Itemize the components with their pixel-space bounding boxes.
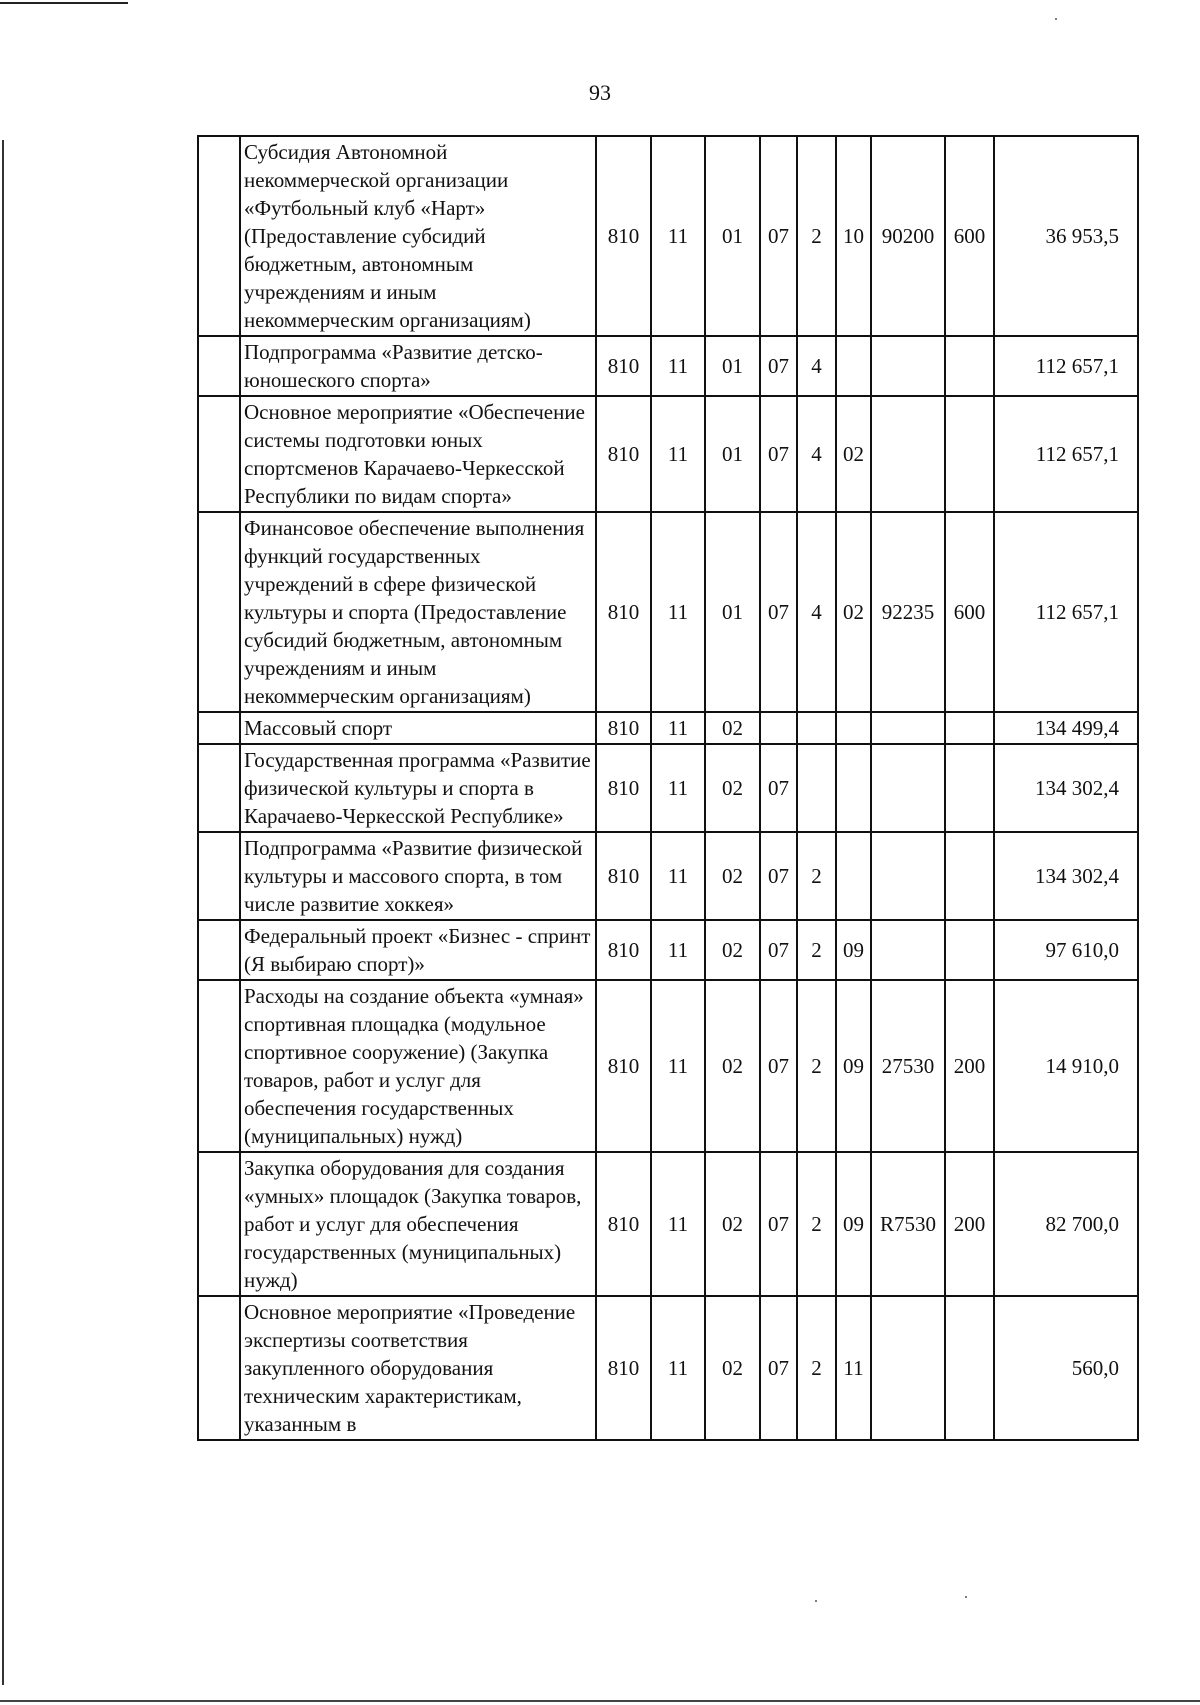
subsection-code: 01 (705, 396, 760, 512)
row-number-cell (198, 980, 240, 1152)
program-code: 07 (760, 1152, 797, 1296)
amount-value: 112 657,1 (994, 396, 1138, 512)
activity-code: 09 (836, 980, 871, 1152)
row-number-cell (198, 512, 240, 712)
expense-type-code (945, 1296, 994, 1440)
row-number-cell (198, 920, 240, 980)
direction-code: R7530 (871, 1152, 945, 1296)
row-number-cell (198, 336, 240, 396)
expense-type-code (945, 920, 994, 980)
section-code: 11 (651, 744, 705, 832)
subsection-code: 01 (705, 512, 760, 712)
row-description: Основное мероприятие «Обеспечение системы подготовки юных спортсменов Карачаево-Черкесской Республики по видам спорта» (240, 396, 596, 512)
subprogram-code: 2 (797, 980, 836, 1152)
subprogram-code: 2 (797, 832, 836, 920)
page-number: 93 (589, 80, 611, 105)
section-code: 11 (651, 920, 705, 980)
row-description: Финансовое обеспечение выполнения функций государственных учреждений в сфере физической культуры и спорта (Предоставление субсидий бюджетным, автономным учреждениям и иным некоммерческим организациям) (240, 512, 596, 712)
row-description: Государственная программа «Развитие физической культуры и спорта в Карачаево-Черкесской Республике» (240, 744, 596, 832)
row-description: Закупка оборудования для создания «умных» площадок (Закупка товаров, работ и услуг для обеспечения государственных (муниципальных) нужд) (240, 1152, 596, 1296)
subprogram-code: 2 (797, 920, 836, 980)
expense-type-code (945, 712, 994, 744)
table-row (198, 396, 1138, 512)
activity-code (836, 712, 871, 744)
expense-type-code: 600 (945, 136, 994, 336)
ministry-code: 810 (596, 1152, 651, 1296)
direction-code: 90200 (871, 136, 945, 336)
program-code: 07 (760, 920, 797, 980)
subsection-code: 02 (705, 920, 760, 980)
table-row (198, 136, 1138, 336)
amount-value: 36 953,5 (994, 136, 1138, 336)
ministry-code: 810 (596, 744, 651, 832)
section-code: 11 (651, 512, 705, 712)
direction-code: 92235 (871, 512, 945, 712)
amount-value: 112 657,1 (994, 512, 1138, 712)
subprogram-code: 2 (797, 136, 836, 336)
row-number-cell (198, 1296, 240, 1440)
direction-code (871, 336, 945, 396)
section-code: 11 (651, 136, 705, 336)
table-row (198, 1152, 1138, 1296)
row-description: Основное мероприятие «Проведение экспертизы соответствия закупленного оборудования техническим характеристикам, указанным в (240, 1296, 596, 1440)
table-row (198, 832, 1138, 920)
section-code: 11 (651, 1152, 705, 1296)
table-row (198, 336, 1138, 396)
expense-type-code (945, 744, 994, 832)
section-code: 11 (651, 980, 705, 1152)
subsection-code: 02 (705, 980, 760, 1152)
ministry-code: 810 (596, 136, 651, 336)
subprogram-code: 4 (797, 336, 836, 396)
expense-type-code: 600 (945, 512, 994, 712)
row-number-cell (198, 136, 240, 336)
amount-value: 134 499,4 (994, 712, 1138, 744)
subprogram-code: 2 (797, 1296, 836, 1440)
activity-code: 11 (836, 1296, 871, 1440)
program-code: 07 (760, 336, 797, 396)
expense-type-code: 200 (945, 1152, 994, 1296)
row-number-cell (198, 832, 240, 920)
table-row (198, 980, 1138, 1152)
table-row (198, 744, 1138, 832)
ministry-code: 810 (596, 980, 651, 1152)
ministry-code: 810 (596, 832, 651, 920)
ministry-code: 810 (596, 512, 651, 712)
activity-code: 10 (836, 136, 871, 336)
program-code: 07 (760, 1296, 797, 1440)
budget-table (197, 135, 1139, 1441)
activity-code: 09 (836, 1152, 871, 1296)
subsection-code: 01 (705, 336, 760, 396)
section-code: 11 (651, 396, 705, 512)
row-description: Массовый спорт (240, 712, 596, 744)
program-code: 07 (760, 744, 797, 832)
row-number-cell (198, 396, 240, 512)
ministry-code: 810 (596, 920, 651, 980)
scan-edge-bottom (0, 1700, 1200, 1702)
section-code: 11 (651, 712, 705, 744)
row-description: Федеральный проект «Бизнес - спринт (Я выбираю спорт)» (240, 920, 596, 980)
subprogram-code: 4 (797, 512, 836, 712)
row-number-cell (198, 712, 240, 744)
subsection-code: 02 (705, 832, 760, 920)
section-code: 11 (651, 336, 705, 396)
expense-type-code: 200 (945, 980, 994, 1152)
subprogram-code: 2 (797, 1152, 836, 1296)
direction-code (871, 396, 945, 512)
subprogram-code (797, 712, 836, 744)
program-code: 07 (760, 136, 797, 336)
expense-type-code (945, 832, 994, 920)
expense-type-code (945, 336, 994, 396)
amount-value: 112 657,1 (994, 336, 1138, 396)
row-number-cell (198, 744, 240, 832)
direction-code: 27530 (871, 980, 945, 1152)
activity-code: 02 (836, 396, 871, 512)
table-row (198, 1296, 1138, 1440)
program-code: 07 (760, 832, 797, 920)
ministry-code: 810 (596, 712, 651, 744)
activity-code (836, 832, 871, 920)
program-code: 07 (760, 396, 797, 512)
ministry-code: 810 (596, 336, 651, 396)
subsection-code: 01 (705, 136, 760, 336)
row-description: Подпрограмма «Развитие детско-юношеского спорта» (240, 336, 596, 396)
scan-speck (965, 1596, 967, 1598)
section-code: 11 (651, 1296, 705, 1440)
amount-value: 560,0 (994, 1296, 1138, 1440)
program-code: 07 (760, 512, 797, 712)
subsection-code: 02 (705, 1296, 760, 1440)
activity-code: 02 (836, 512, 871, 712)
activity-code (836, 744, 871, 832)
direction-code (871, 712, 945, 744)
scan-speck (815, 1600, 817, 1602)
program-code: 07 (760, 980, 797, 1152)
subsection-code: 02 (705, 744, 760, 832)
amount-value: 134 302,4 (994, 744, 1138, 832)
ministry-code: 810 (596, 1296, 651, 1440)
amount-value: 14 910,0 (994, 980, 1138, 1152)
row-number-cell (198, 1152, 240, 1296)
direction-code (871, 744, 945, 832)
ministry-code: 810 (596, 396, 651, 512)
subprogram-code: 4 (797, 396, 836, 512)
scan-speck (1055, 18, 1057, 20)
amount-value: 97 610,0 (994, 920, 1138, 980)
direction-code (871, 920, 945, 980)
activity-code: 09 (836, 920, 871, 980)
subsection-code: 02 (705, 1152, 760, 1296)
section-code: 11 (651, 832, 705, 920)
direction-code (871, 1296, 945, 1440)
subsection-code: 02 (705, 712, 760, 744)
table-row (198, 512, 1138, 712)
activity-code (836, 336, 871, 396)
expense-type-code (945, 396, 994, 512)
row-description: Расходы на создание объекта «умная» спортивная площадка (модульное спортивное сооружение) (Закупка товаров, работ и услуг для обеспечения государственных (муниципальных) нужд) (240, 980, 596, 1152)
program-code (760, 712, 797, 744)
table-row (198, 712, 1138, 744)
scan-edge-left (2, 140, 4, 1685)
amount-value: 82 700,0 (994, 1152, 1138, 1296)
budget-table-body (198, 136, 1138, 1440)
row-description: Субсидия Автономной некоммерческой организации «Футбольный клуб «Нарт» (Предоставление субсидий бюджетным, автономным учреждениям и иным некоммерческим организациям) (240, 136, 596, 336)
subprogram-code (797, 744, 836, 832)
scan-edge-top (0, 2, 128, 4)
table-row (198, 920, 1138, 980)
amount-value: 134 302,4 (994, 832, 1138, 920)
row-description: Подпрограмма «Развитие физической культуры и массового спорта, в том числе развитие хоккея» (240, 832, 596, 920)
direction-code (871, 832, 945, 920)
